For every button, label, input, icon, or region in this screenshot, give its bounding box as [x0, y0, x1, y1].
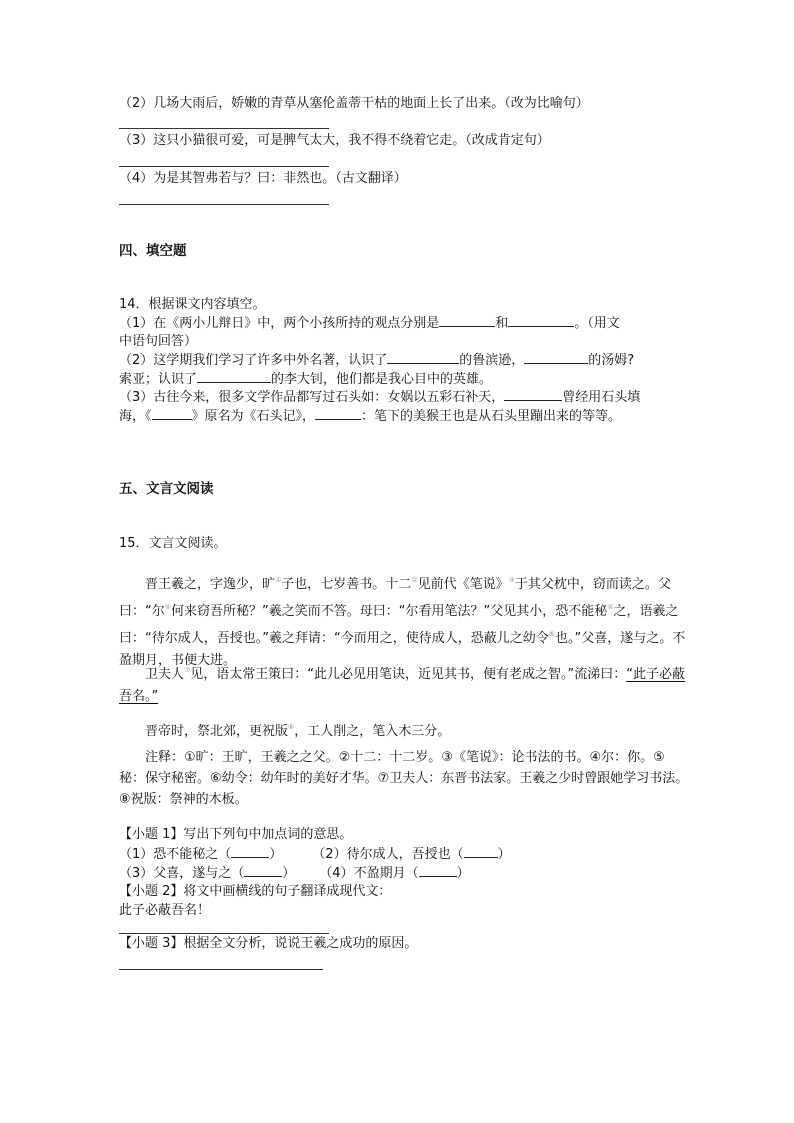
fill-blank[interactable] — [231, 844, 269, 858]
q15-intro: 15．文言文阅读。 — [119, 536, 227, 551]
q14-line-2: 中语句回答） — [119, 334, 198, 349]
passage-text: 之，语羲之曰：“待尔成人，吾授也。”羲之拜请：“今而用之，使待成人，恐蔽儿之幼令 — [119, 604, 679, 646]
passage-notes: 注释：①旷：王旷，王羲之之父。②十二：十二岁。③《笔说》：论书法的书。④尔：你。⑤秘：保守秘密。⑥幼令：幼年时的美好才华。⑦卫夫人：东晋书法家。王羲之少时曾跟她学习书法。⑧祝版：祭神的木板。 — [119, 750, 689, 807]
q14-text: 和 — [495, 316, 509, 331]
passage-text: 也。”父喜，遂与之。不盈期月，书便大进。 — [119, 631, 686, 668]
footnote-marker: ⑥ — [548, 630, 555, 638]
footnote-marker: ① — [275, 576, 282, 584]
section-5-heading: 五、文言文阅读 — [119, 481, 214, 497]
sub1-text: （3）父喜，遂与之（ — [119, 866, 245, 881]
passage-paragraph-1 — [119, 569, 689, 672]
subquestion-1-row-1 — [119, 844, 689, 865]
passage-text: 见，语太常王策曰：“此儿必见用笔诀，近见其书，便有老成之智。”流涕曰： — [190, 667, 627, 682]
q13-item-3: （3）这只小猫很可爱，可是脾气太大，我不得不绕着它走。（改成肯定句） — [119, 133, 550, 148]
answer-line[interactable] — [119, 204, 329, 205]
fill-blank[interactable] — [315, 406, 361, 420]
q14-text: 的汤姆? — [588, 353, 635, 368]
passage-text: ，工人削之，笔入木三分。 — [294, 724, 451, 739]
q14-text: （2）这学期我们学习了许多中外名著，认识了 — [119, 353, 388, 368]
answer-line[interactable] — [119, 128, 329, 129]
fill-blank[interactable] — [244, 863, 282, 877]
subquestion-1-row-2 — [119, 863, 689, 884]
passage-text: 子也，七岁善书。十二 — [281, 577, 412, 592]
fill-blank[interactable] — [197, 369, 271, 383]
sub1-text: ） — [456, 866, 470, 881]
fill-blank[interactable] — [419, 863, 457, 877]
footnote-marker: ⑧ — [288, 723, 295, 731]
subquestion-3: 【小题 3】根据全文分析，说说王羲之成功的原因。 — [119, 936, 418, 951]
q14-text: 的鲁滨逊， — [459, 353, 525, 368]
passage-paragraph-3 — [119, 716, 689, 743]
passage-paragraph-2 — [119, 659, 689, 708]
section-4-heading: 四、填空题 — [119, 243, 187, 259]
fill-blank[interactable] — [387, 350, 459, 364]
passage-text: 于其父枕中，窃而读之。父曰：“尔 — [119, 577, 671, 619]
q14-text: 索亚；认识了 — [119, 372, 198, 387]
subquestion-2: 【小题 2】将文中画横线的句子翻译成现代文： — [119, 884, 392, 899]
fill-blank[interactable] — [508, 313, 574, 327]
q14-intro: 14．根据课文内容填空。 — [119, 297, 266, 312]
q14-text: 曾经用石头填 — [562, 390, 641, 405]
q14-text: 》原名为《石头记》， — [191, 409, 316, 424]
passage-text: 见前代《笔说》 — [417, 577, 509, 592]
q14-text: （1）在《两小儿辩日》中，两个小孩所持的观点分别是 — [119, 316, 440, 331]
fill-blank[interactable] — [504, 387, 562, 401]
subquestion-2-sentence: 此子必蔽吾名！ — [119, 903, 211, 918]
subquestion-1: 【小题 1】写出下列句中加点词的意思。 — [119, 827, 353, 842]
answer-line[interactable] — [119, 969, 323, 970]
passage-text: 晋帝时，祭北郊，更祝版 — [145, 724, 289, 739]
q13-item-2: （2）几场大雨后，娇嫩的青草从塞伦盖蒂干枯的地面上长了出来。（改为比喻句） — [119, 96, 589, 111]
q14-text: 海，《 — [119, 409, 152, 424]
fill-blank[interactable] — [439, 313, 495, 327]
sub1-text: （4）不盈期月（ — [319, 866, 419, 881]
passage-text: 何来窃吾所秘？”羲之笑而不答。母曰：“尔看用笔法？”父见其小，恐不能秘 — [171, 604, 608, 619]
answer-line[interactable] — [119, 166, 329, 167]
q14-text: 的李大钊，他们都是我心目中的英雄。 — [271, 372, 493, 387]
sub1-text: ） — [269, 847, 283, 862]
q14-text: （3）古往今来，很多文学作品都写过石头如：女娲以五彩石补天， — [119, 390, 505, 405]
fill-blank[interactable] — [464, 844, 498, 858]
underlined-sentence: “此子必蔽吾名。” — [119, 667, 686, 704]
footnote-marker: ② — [411, 576, 418, 584]
passage-text: 卫夫人 — [145, 667, 185, 682]
sub1-text: ） — [282, 866, 296, 881]
sub1-text: （2）待尔成人，吾授也（ — [312, 847, 464, 862]
sub1-text: （1）恐不能秘之（ — [119, 847, 232, 862]
passage-text: 晋王羲之，字逸少，旷 — [145, 577, 276, 592]
q13-item-4: （4）为是其智弗若与？曰：非然也。（古文翻译） — [119, 171, 407, 186]
footnote-marker: ③ — [508, 576, 515, 584]
q14-line-6 — [119, 406, 689, 428]
footnote-marker: ⑦ — [184, 666, 191, 674]
footnote-marker: ⑤ — [607, 603, 614, 611]
q14-text: 。（用文 — [574, 316, 620, 331]
q14-text: ：笔下的美猴王也是从石头里蹦出来的等等。 — [361, 409, 622, 424]
sub1-text: ） — [497, 847, 511, 862]
fill-blank[interactable] — [152, 406, 192, 420]
fill-blank[interactable] — [524, 350, 588, 364]
footnote-marker: ④ — [164, 603, 172, 611]
